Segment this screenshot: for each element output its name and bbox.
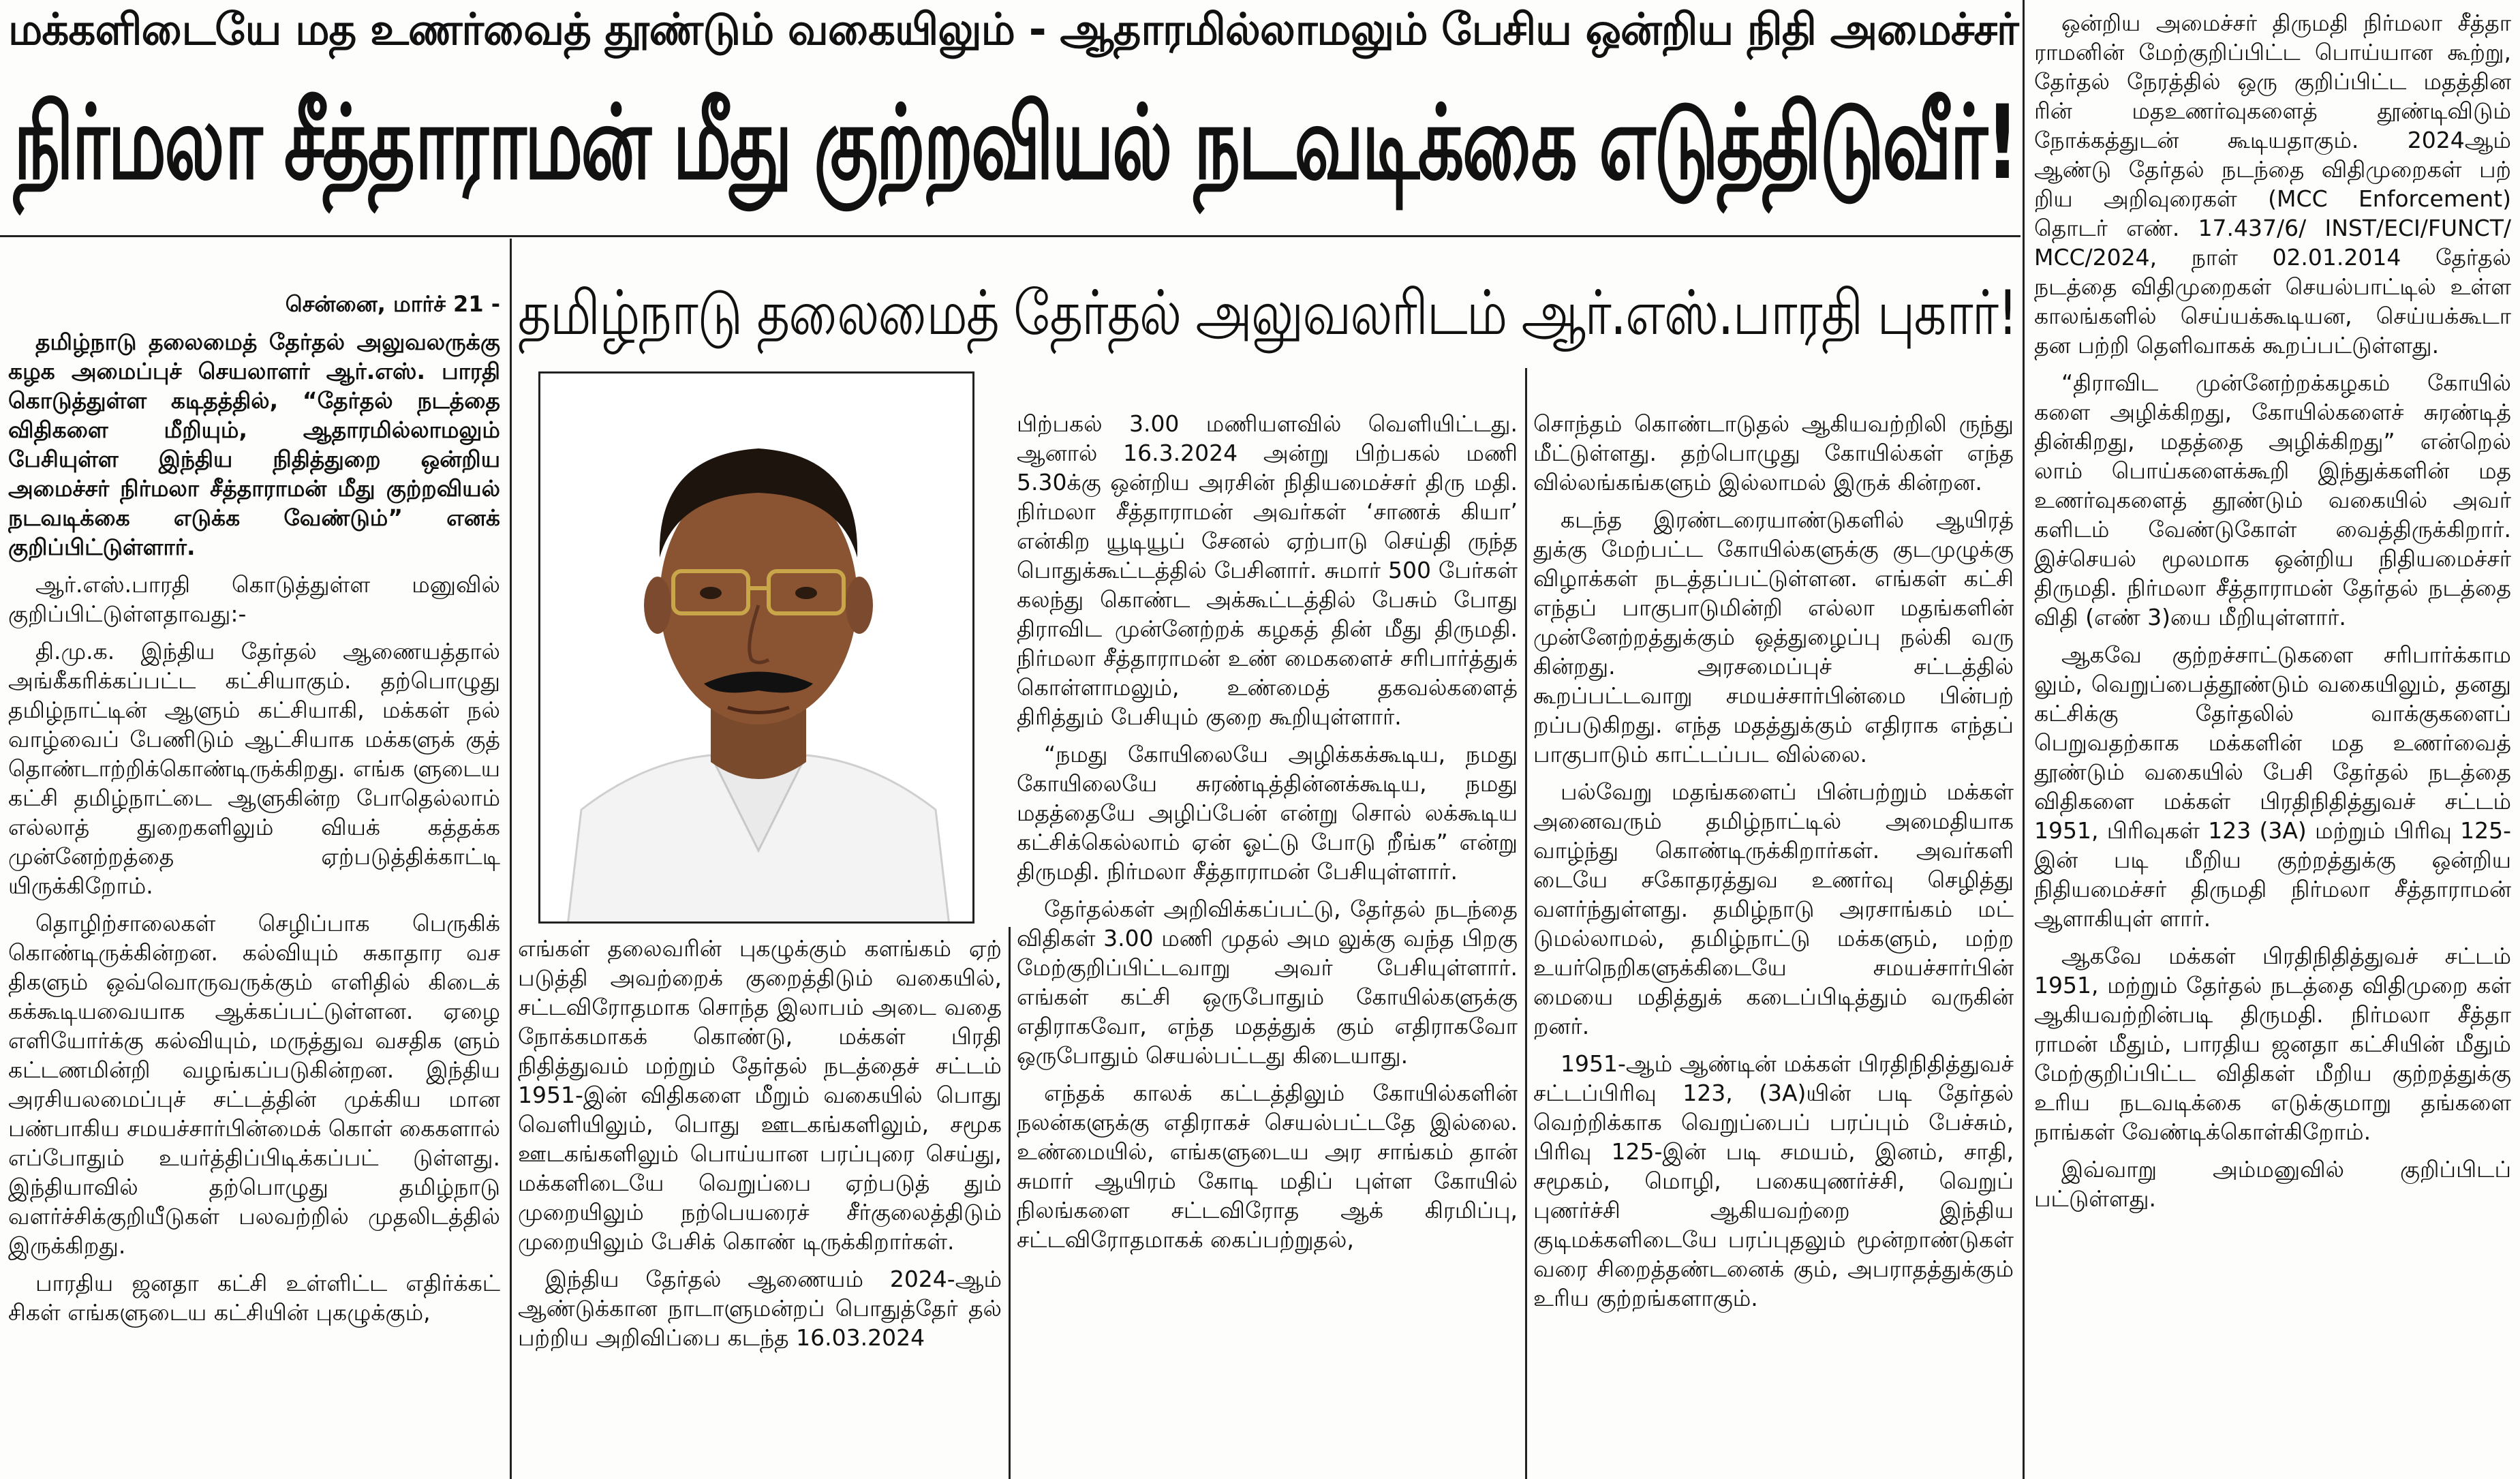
- paragraph: ஆர்.எஸ்.பாரதி கொடுத்துள்ள மனுவில் குறிப்பிட்டுள்ளதாவது:-: [8, 571, 500, 627]
- subheadline: தமிழ்நாடு தலைமைத் தேர்தல் அலுவலரிடம் ஆர்.எஸ்.பாரதி புகார்!: [518, 277, 2017, 349]
- paragraph: இந்திய தேர்தல் ஆணையம் 2024-ஆம் ஆண்டுக்கான நாடாளுமன்றப் பொதுத்தேர் தல் பற்றிய அறிவிப்பை கடந்த 16.03.2024: [518, 1266, 1002, 1351]
- column-rule: [2023, 0, 2025, 1479]
- article-column-1: [8, 290, 500, 1479]
- article-column-4: [1533, 409, 2014, 1479]
- headline: நிர்மலா சீத்தாராமன் மீது குற்றவியல் நடவடிக்கை எடுத்திடுவீர்!: [14, 84, 2017, 202]
- paragraph: ஆகவே மக்கள் பிரதிநிதித்துவச் சட்டம் 1951, மற்றும் தேர்தல் நடத்தை விதிமுறை கள் ஆகியவற்றின்படி திருமதி. நிர்மலா சீத்தா ராமன் மீதும், பாரதிய ஜனதா கட்சியின் மீதும் மேற்குறிப்பிட்ட விதிகள் மீறிய குற்றத்துக்கு உரிய நடவடிக்கை எடுக்குமாறு தங்களை நாங்கள் வேண்டிக்கொள்கிறோம்.: [2034, 943, 2511, 1145]
- lead-paragraph: தமிழ்நாடு தலைமைத் தேர்தல் அலுவலருக்கு கழக அமைப்புச் செயலாளர் ஆர்.எஸ். பாரதி கொடுத்துள்ள கடிதத்தில், “தேர்தல் நடத்தை விதிகளை மீறியும், ஆதாரமில்லாமலும் பேசியுள்ள இந்திய நிதித்துறை ஒன்றிய அமைச்சர் நிர்மலா சீத்தாராமன் மீது குற்றவியல் நடவடிக்கை எடுக்க வேண்டும்” எனக் குறிப்பிட்டுள்ளார்.: [8, 329, 500, 560]
- column-rule: [510, 239, 512, 1479]
- paragraph: இவ்வாறு அம்மனுவில் குறிப்பிடப் பட்டுள்ளது.: [2034, 1156, 2511, 1212]
- dateline: சென்னை, மார்ச் 21 -: [285, 291, 500, 317]
- paragraph: “திராவிட முன்னேற்றக்கழகம் கோயில் களை அழிக்கிறது, கோயில்களைச் சுரண்டித் தின்கிறது, மதத்தை அழிக்கிறது” என்றெல் லாம் பொய்களைக்கூறி இந்துக்களின் மத உணர்வுகளைத் தூண்டும் வகையில் அவர் களிடம் வேண்டுகோள் வைத்திருக்கிறார். இச்செயல் மூலமாக ஒன்றிய நிதியமைச்சர் திருமதி. நிர்மலா சீத்தாராமன் தேர்தல் நடத்தை விதி (எண் 3)யை மீறியுள்ளார்.: [2034, 369, 2511, 630]
- article-column-2: [518, 934, 1002, 1479]
- paragraph: எந்தக் காலக் கட்டத்திலும் கோயில்களின் நலன்களுக்கு எதிராகச் செயல்பட்டதே இல்லை. உண்மையில், எங்களுடைய அர சாங்கம் தான் சுமார் ஆயிரம் கோடி மதிப் புள்ள கோயில் நிலங்களை சட்டவிரோத ஆக் கிரமிப்பு, சட்டவிரோதமாகக் கைப்பற்றுதல்,: [1017, 1080, 1518, 1253]
- column-rule: [1009, 927, 1011, 1479]
- paragraph: “நமது கோயிலையே அழிக்கக்கூடிய, நமது கோயிலையே சுரண்டித்தின்னக்கூடிய, நமது மதத்தையே அழிப்பேன் என்று சொல் லக்கூடிய கட்சிக்கெல்லாம் ஏன் ஓட்டு போடு றீங்க” என்று திருமதி. நிர்மலா சீத்தாராமன் பேசியுள்ளார்.: [1017, 741, 1518, 885]
- paragraph: தேர்தல்கள் அறிவிக்கப்பட்டு, தேர்தல் நடந்தை விதிகள் 3.00 மணி முதல் அம லுக்கு வந்த பிறகு மேற்குறிப்பிட்டவாறு அவர் பேசியுள்ளார். எங்கள் கட்சி ஒருபோதும் கோயில்களுக்கு எதிராகவோ, எந்த மதத்துக் கும் எதிராகவோ ஒருபோதும் செயல்பட்டது கிடையாது.: [1017, 896, 1518, 1069]
- headline-rule: [0, 235, 2020, 237]
- paragraph: ஆகவே குற்றச்சாட்டுகளை சரிபார்க்காம லும், வெறுப்பைத்தூண்டும் வகையிலும், தனது கட்சிக்கு தேர்தலில் வாக்குகளைப் பெறுவதற்காக மக்களின் மத உணர்வைத் தூண்டும் வகையில் பேசி தேர்தல் நடத்தை விதிகளை மக்கள் பிரதிநிதித்துவச் சட்டம் 1951, பிரிவுகள் 123 (3A) மற்றும் பிரிவு 125-இன் படி மீறிய குற்றத்துக்கு ஒன்றிய நிதியமைச்சர் திருமதி நிர்மலா சீத்தாராமன் ஆளாகியுள் ளார்.: [2034, 641, 2511, 932]
- kicker: மக்களிடையே மத உணர்வைத் தூண்டும் வகையிலும் - ஆதாரமில்லாமலும் பேசிய ஒன்றிய நிதி அமைச்சர்: [8, 5, 2018, 55]
- portrait-illustration: [540, 373, 974, 924]
- paragraph: 1951-ஆம் ஆண்டின் மக்கள் பிரதிநிதித்துவச் சட்டப்பிரிவு 123, (3A)யின் படி தேர்தல் வெற்றிக்காக வெறுப்பைப் பரப்பும் பேச்சும், பிரிவு 125-இன் படி சமயம், இனம், சாதி, சமூகம், மொழி, பகையுணர்ச்சி, வெறுப் புணர்ச்சி ஆகியவற்றை இந்திய குடிமக்களிடையே பரப்புதலும் மூன்றாண்டுகள் வரை சிறைத்தண்டனைக் கும், அபராதத்துக்கும் உரிய குற்றங்களாகும்.: [1533, 1050, 2014, 1311]
- paragraph: பிற்பகல் 3.00 மணியளவில் வெளியிட்டது. ஆனால் 16.3.2024 அன்று பிற்பகல் மணி 5.30க்கு ஒன்றிய அரசின் நிதியமைச்சர் திரு மதி. நிர்மலா சீத்தாராமன் அவர்கள் ‘சாணக் கியா’ என்கிற யூடியூப் சேனல் ஏற்பாடு செய்தி ருந்த பொதுக்கூட்டத்தில் பேசினார். சுமார் 500 பேர்கள் கலந்து கொண்ட அக்கூட்டத்தில் பேசும் போது திராவிட முன்னேற்றக் கழகத் தின் மீது திருமதி. நிர்மலா சீத்தாராமன் உண் மைகளைச் சரிபார்த்துக் கொள்ளாமலும், உண்மைத் தகவல்களைத் திரித்தும் பேசியும் குறை கூறியுள்ளார்.: [1017, 410, 1518, 730]
- article-column-5: [2034, 8, 2511, 1477]
- paragraph: பல்வேறு மதங்களைப் பின்பற்றும் மக்கள் அனைவரும் தமிழ்நாட்டில் அமைதியாக வாழ்ந்து கொண்டிருக்கிறார்கள். அவர்களி டையே சகோதரத்துவ உணர்வு செழித்து வளர்ந்துள்ளது. தமிழ்நாடு அரசாங்கம் மட் டுமல்லாமல், தமிழ்நாட்டு மக்களும், மற்ற உயர்நெறிகளுக்கிடையே சமயச்சார்பின் மையை மதித்துக் கடைப்பிடித்தும் வருகின் றனர்.: [1533, 778, 2014, 1039]
- paragraph: தி.மு.க. இந்திய தேர்தல் ஆணையத்தால் அங்கீகரிக்கப்பட்ட கட்சியாகும். தற்பொழுது தமிழ்நாட்டின் ஆளும் கட்சியாகி, மக்கள் நல் வாழ்வைப் பேணிடும் ஆட்சியாக மக்களுக் குத் தொண்டாற்றிக்கொண்டிருக்கிறது. எங்க ளுடைய கட்சி தமிழ்நாட்டை ஆளுகின்ற போதெல்லாம் எல்லாத் துறைகளிலும் வியக் கத்தக்க முன்னேற்றத்தை ஏற்படுத்திக்காட்டி யிருக்கிறோம்.: [8, 638, 500, 899]
- article-column-3: [1017, 409, 1518, 1479]
- paragraph: கடந்த இரண்டரையாண்டுகளில் ஆயிரத் துக்கு மேற்பட்ட கோயில்களுக்கு குடமுழுக்கு விழாக்கள் நடத்தப்பட்டுள்ளன. எங்கள் கட்சி எந்தப் பாகுபாடுமின்றி எல்லா மதங்களின் முன்னேற்றத்துக்கும் ஒத்துழைப்பு நல்கி வரு கின்றது. அரசமைப்புச் சட்டத்தில் கூறப்பட்டவாறு சமயச்சார்பின்மை பின்பற் றப்படுகிறது. எந்த மதத்துக்கும் எதிராக எந்தப் பாகுபாடும் காட்டப்பட வில்லை.: [1533, 506, 2014, 767]
- portrait-photo: [538, 371, 974, 924]
- paragraph: எங்கள் தலைவரின் புகழுக்கும் களங்கம் ஏற் படுத்தி அவற்றைக் குறைத்திடும் வகையில், சட்டவிரோதமாக சொந்த இலாபம் அடை வதை நோக்கமாகக் கொண்டு, மக்கள் பிரதி நிதித்துவம் மற்றும் தேர்தல் நடத்தைச் சட்டம் 1951-இன் விதிகளை மீறும் வகையில் பொது வெளியிலும், பொது ஊடகங்களிலும், சமூக ஊடகங்களிலும் பொய்யான பரப்புரை செய்து, மக்களிடையே வெறுப்பை ஏற்படுத் தும் முறையிலும் நற்பெயரைச் சீர்குலைத்திடும் முறையிலும் பேசிக் கொண் டிருக்கிறார்கள்.: [518, 935, 1002, 1255]
- paragraph: சொந்தம் கொண்டாடுதல் ஆகியவற்றிலி ருந்து மீட்டுள்ளது. தற்பொழுது கோயில்கள் எந்த வில்லங்கங்களும் இல்லாமல் இருக் கின்றன.: [1533, 410, 2014, 495]
- paragraph: ஒன்றிய அமைச்சர் திருமதி நிர்மலா சீத்தா ராமனின் மேற்குறிப்பிட்ட பொய்யான கூற்று, தேர்தல் நேரத்தில் ஒரு குறிப்பிட்ட மதத்தின ரின் மதஉணர்வுகளைத் தூண்டிவிடும் நோக்கத்துடன் கூடியதாகும். 2024ஆம் ஆண்டு தேர்தல் நடந்தை விதிமுறைகள் பற் றிய அறிவுரைகள் (MCC Enforcement) தொடர் எண். 17.437/6/ INST/ECI/FUNCT/ MCC/2024, நாள் 02.01.2014 தேர்தல் நடத்தை விதிமுறைகள் செயல்பாட்டில் உள்ள காலங்களில் செய்யக்கூடியன, செய்யக்கூடா தன பற்றி தெளிவாகக் கூறப்பட்டுள்ளது.: [2034, 10, 2511, 359]
- column-rule: [1525, 368, 1527, 1479]
- paragraph: தொழிற்சாலைகள் செழிப்பாக பெருகிக் கொண்டிருக்கின்றன. கல்வியும் சுகாதார வச திகளும் ஒவ்வொருவருக்கும் எளிதில் கிடைக் கக்கூடியவையாக ஆக்கப்பட்டுள்ளன. ஏழை எளியோர்க்கு கல்வியும், மருத்துவ வசதிக ளும் கட்டணமின்றி வழங்கப்படுகின்றன. இந்திய அரசியலமைப்புச் சட்டத்தின் முக்கிய மான பண்பாகிய சமயச்சார்பின்மைக் கொள் கைகளால் எப்போதும் உயர்த்திப்பிடிக்கப்பட் டுள்ளது. இந்தியாவில் தற்பொழுது தமிழ்நாடு வளர்ச்சிக்குறியீடுகள் பலவற்றில் முதலிடத்தில் இருக்கிறது.: [8, 910, 500, 1259]
- paragraph: பாரதிய ஜனதா கட்சி உள்ளிட்ட எதிர்க்கட் சிகள் எங்களுடைய கட்சியின் புகழுக்கும்,: [8, 1270, 500, 1326]
